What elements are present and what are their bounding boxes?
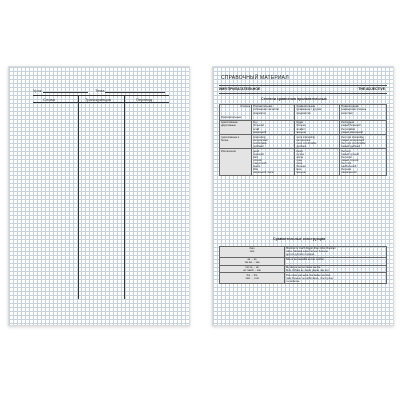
grid-paper <box>9 67 189 325</box>
topic-label: Тема <box>95 88 105 93</box>
topic-line <box>105 92 165 93</box>
construction-example: Moscow is much bigger than other Russian cities. Москва значительно больше других русских городов. <box>285 247 387 258</box>
cell-positive: good хороший bad плохой many/much много little маленький, мало <box>252 149 295 176</box>
comparison-heading: Степени сравнения прилагательных <box>261 97 327 101</box>
header-positive: Положительная (обозначает качество предмета) <box>252 105 295 121</box>
right-page-reference <box>212 66 394 326</box>
table-row <box>220 105 387 121</box>
section-rule <box>219 93 387 94</box>
column-translation: Перевод <box>136 97 153 102</box>
table-row <box>220 273 387 284</box>
column-divider-1 <box>78 95 79 299</box>
column-divider-2 <box>124 95 125 299</box>
constructions-table <box>219 246 387 284</box>
construction-pattern: the ... the чем ..., тем <box>220 273 285 284</box>
constructions-heading: Сравнительные конструкции <box>273 237 326 241</box>
cell-comparative: better лучше worse хуже more больше less меньше <box>295 149 340 176</box>
table-row <box>220 135 387 149</box>
group-label-exceptions: Исключения <box>220 149 252 176</box>
table-row <box>220 247 387 258</box>
cell-comparative: bigger больше smaller меньше <box>295 120 340 134</box>
construction-example: My dog is not so clever as his. Моя собака не такая умная, как его. <box>285 265 387 273</box>
table-corner-cell: Степень Прилагательные <box>221 105 251 120</box>
header-superlative: Превосходная (наивысшая степень качества) <box>340 105 387 121</box>
reference-title: СПРАВОЧНЫЙ МАТЕРИАЛ <box>221 75 289 81</box>
table-row <box>220 149 387 176</box>
title-rule <box>219 85 387 86</box>
construction-pattern: as ... as так же ... как <box>220 257 285 265</box>
section-title-ru: ИМЯ ПРИЛАГАТЕЛЬНОЕ <box>219 87 261 91</box>
lesson-label: Урок <box>33 88 42 93</box>
cell-positive: big большой small маленький <box>252 120 295 134</box>
lesson-line <box>43 92 88 93</box>
header-comparative: Сравнительная (сравнение с другим предметом) <box>295 105 340 121</box>
section-title-en: THE ADJECTIVE <box>358 87 385 91</box>
table-row <box>220 120 387 134</box>
construction-example: The more you work, the better you live. Чем больше ты работаешь, тем лучше ты живешь. <box>285 273 387 284</box>
cell-superlative: the biggest самый большой the smallest самый маленький <box>340 120 387 134</box>
group-label-long: трехсложные и более <box>220 135 252 149</box>
comparison-table <box>219 104 387 176</box>
table-row <box>220 257 387 265</box>
cell-superlative: the most interesting самый интересный the most comfortable самый удобный <box>340 135 387 149</box>
column-transcription: Транскрипция <box>85 97 111 102</box>
group-label-short: односложные, двусложные <box>220 120 252 134</box>
column-words: Слова <box>43 97 55 102</box>
header-bottom-rule <box>33 102 169 103</box>
header-top-rule <box>33 95 169 96</box>
left-page-vocabulary <box>8 66 190 326</box>
construction-example: She is as beautiful as her mother. <box>285 257 387 265</box>
construction-pattern: not so ... as не такой ... как <box>220 265 285 273</box>
cell-positive: interesting интересный comfortable удобный <box>252 135 295 149</box>
cell-superlative: the best самый лучший the worst самый плохой the most наибольший the least наименьший <box>340 149 387 176</box>
cell-comparative: more interesting интереснее more comfortable удобнее <box>295 135 340 149</box>
construction-pattern: than чем <box>220 247 285 258</box>
table-row <box>220 265 387 273</box>
